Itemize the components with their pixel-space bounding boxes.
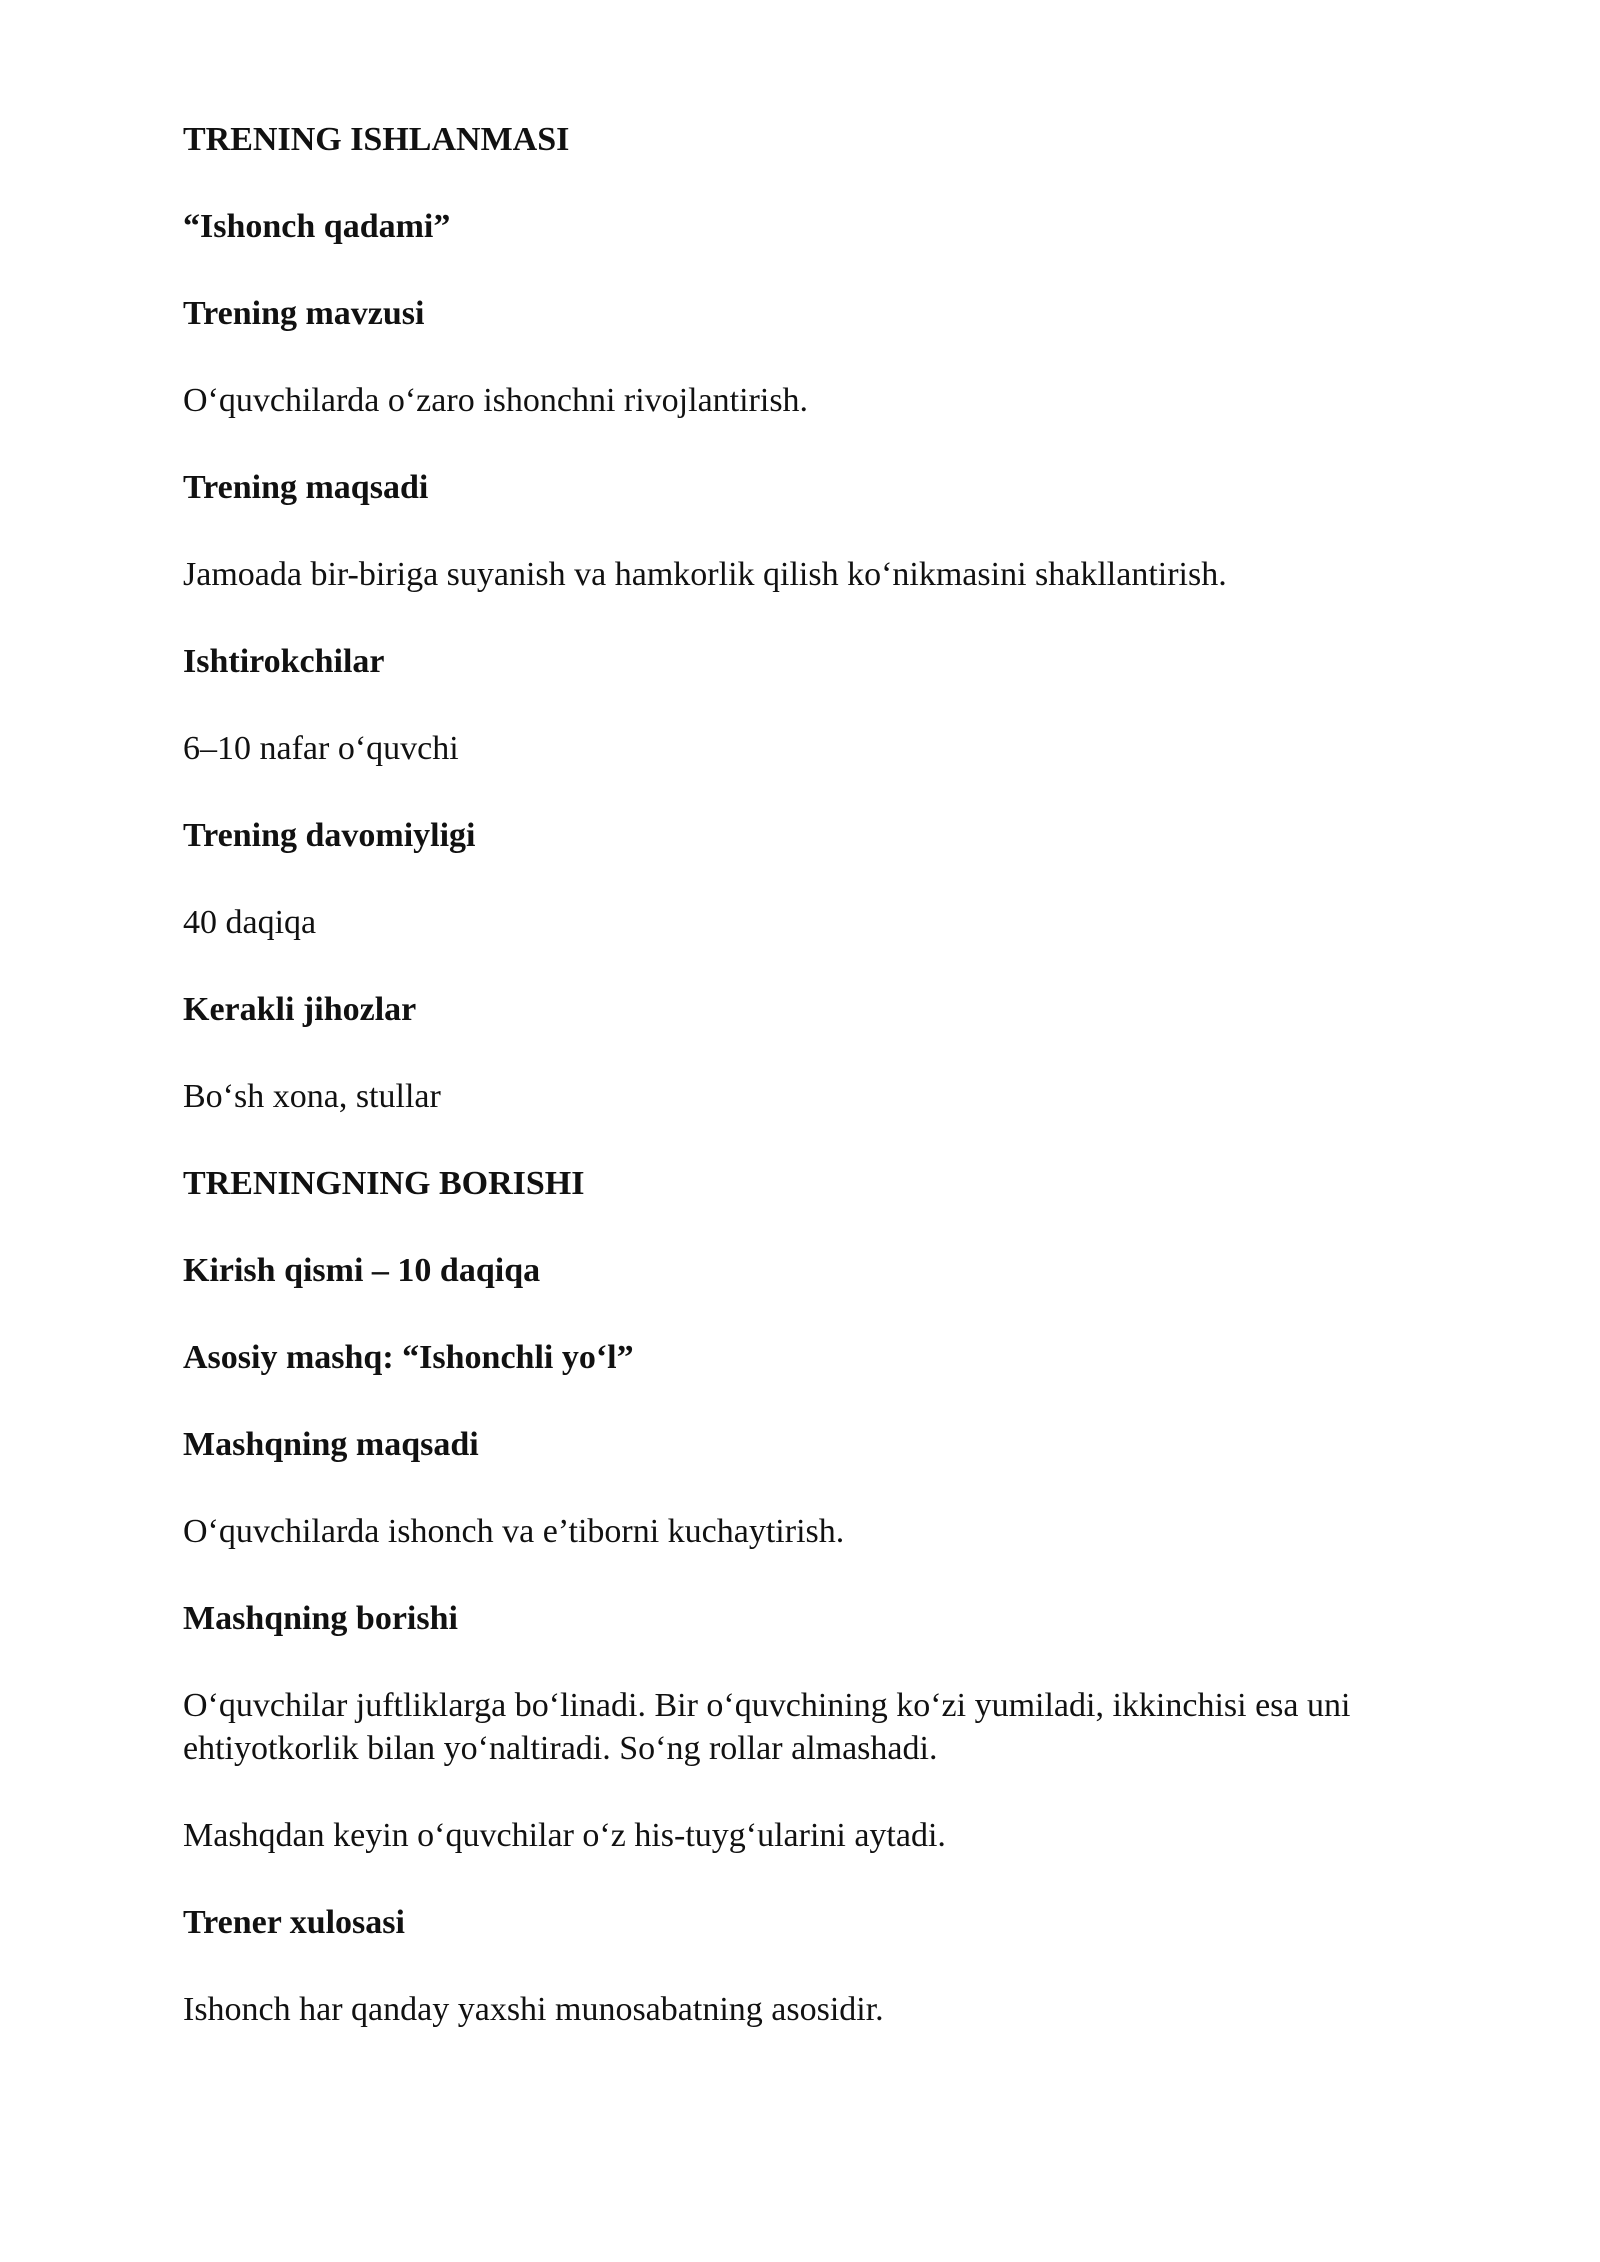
document-title: TRENING ISHLANMASI <box>183 121 570 158</box>
conclusion-heading: Trener xulosasi <box>183 1904 405 1941</box>
duration-text: 40 daqiqa <box>183 904 317 941</box>
exercise-process-heading: Mashqning borishi <box>183 1600 458 1637</box>
equipment-heading: Kerakli jihozlar <box>183 991 417 1028</box>
topic-text: O‘quvchilarda o‘zaro ishonchni rivojlantirish. <box>183 382 809 419</box>
topic-heading: Trening mavzusi <box>183 295 425 332</box>
process-title: TRENINGNING BORISHI <box>183 1165 585 1202</box>
goal-heading: Trening maqsadi <box>183 469 429 506</box>
equipment-text: Bo‘sh xona, stullar <box>183 1078 441 1115</box>
exercise-process-text: O‘quvchilar juftliklarga bo‘linadi. Bir o‘quvchining ko‘zi yumiladi, ikkinchisi esa uni ehtiyotkorlik bilan yo‘naltiradi. So‘ng rollar almashadi. <box>183 1687 1351 1767</box>
participants-heading: Ishtirokchilar <box>183 643 385 680</box>
training-name: “Ishonch qadami” <box>183 208 451 245</box>
main-exercise-heading: Asosiy mashq: “Ishonchli yo‘l” <box>183 1339 634 1376</box>
participants-text: 6–10 nafar o‘quvchi <box>183 730 459 767</box>
intro-heading: Kirish qismi – 10 daqiqa <box>183 1252 541 1289</box>
exercise-goal-heading: Mashqning maqsadi <box>183 1426 479 1463</box>
goal-text: Jamoada bir-biriga suyanish va hamkorlik qilish ko‘nikmasini shakllantirish. <box>183 556 1227 593</box>
exercise-goal-text: O‘quvchilarda ishonch va e’tiborni kuchaytirish. <box>183 1513 845 1550</box>
document-content <box>183 118 1483 2075</box>
duration-heading: Trening davomiyligi <box>183 817 476 854</box>
conclusion-text: Ishonch har qanday yaxshi munosabatning asosidir. <box>183 1991 884 2028</box>
after-exercise-text: Mashqdan keyin o‘quvchilar o‘z his-tuyg‘ularini aytadi. <box>183 1817 946 1854</box>
